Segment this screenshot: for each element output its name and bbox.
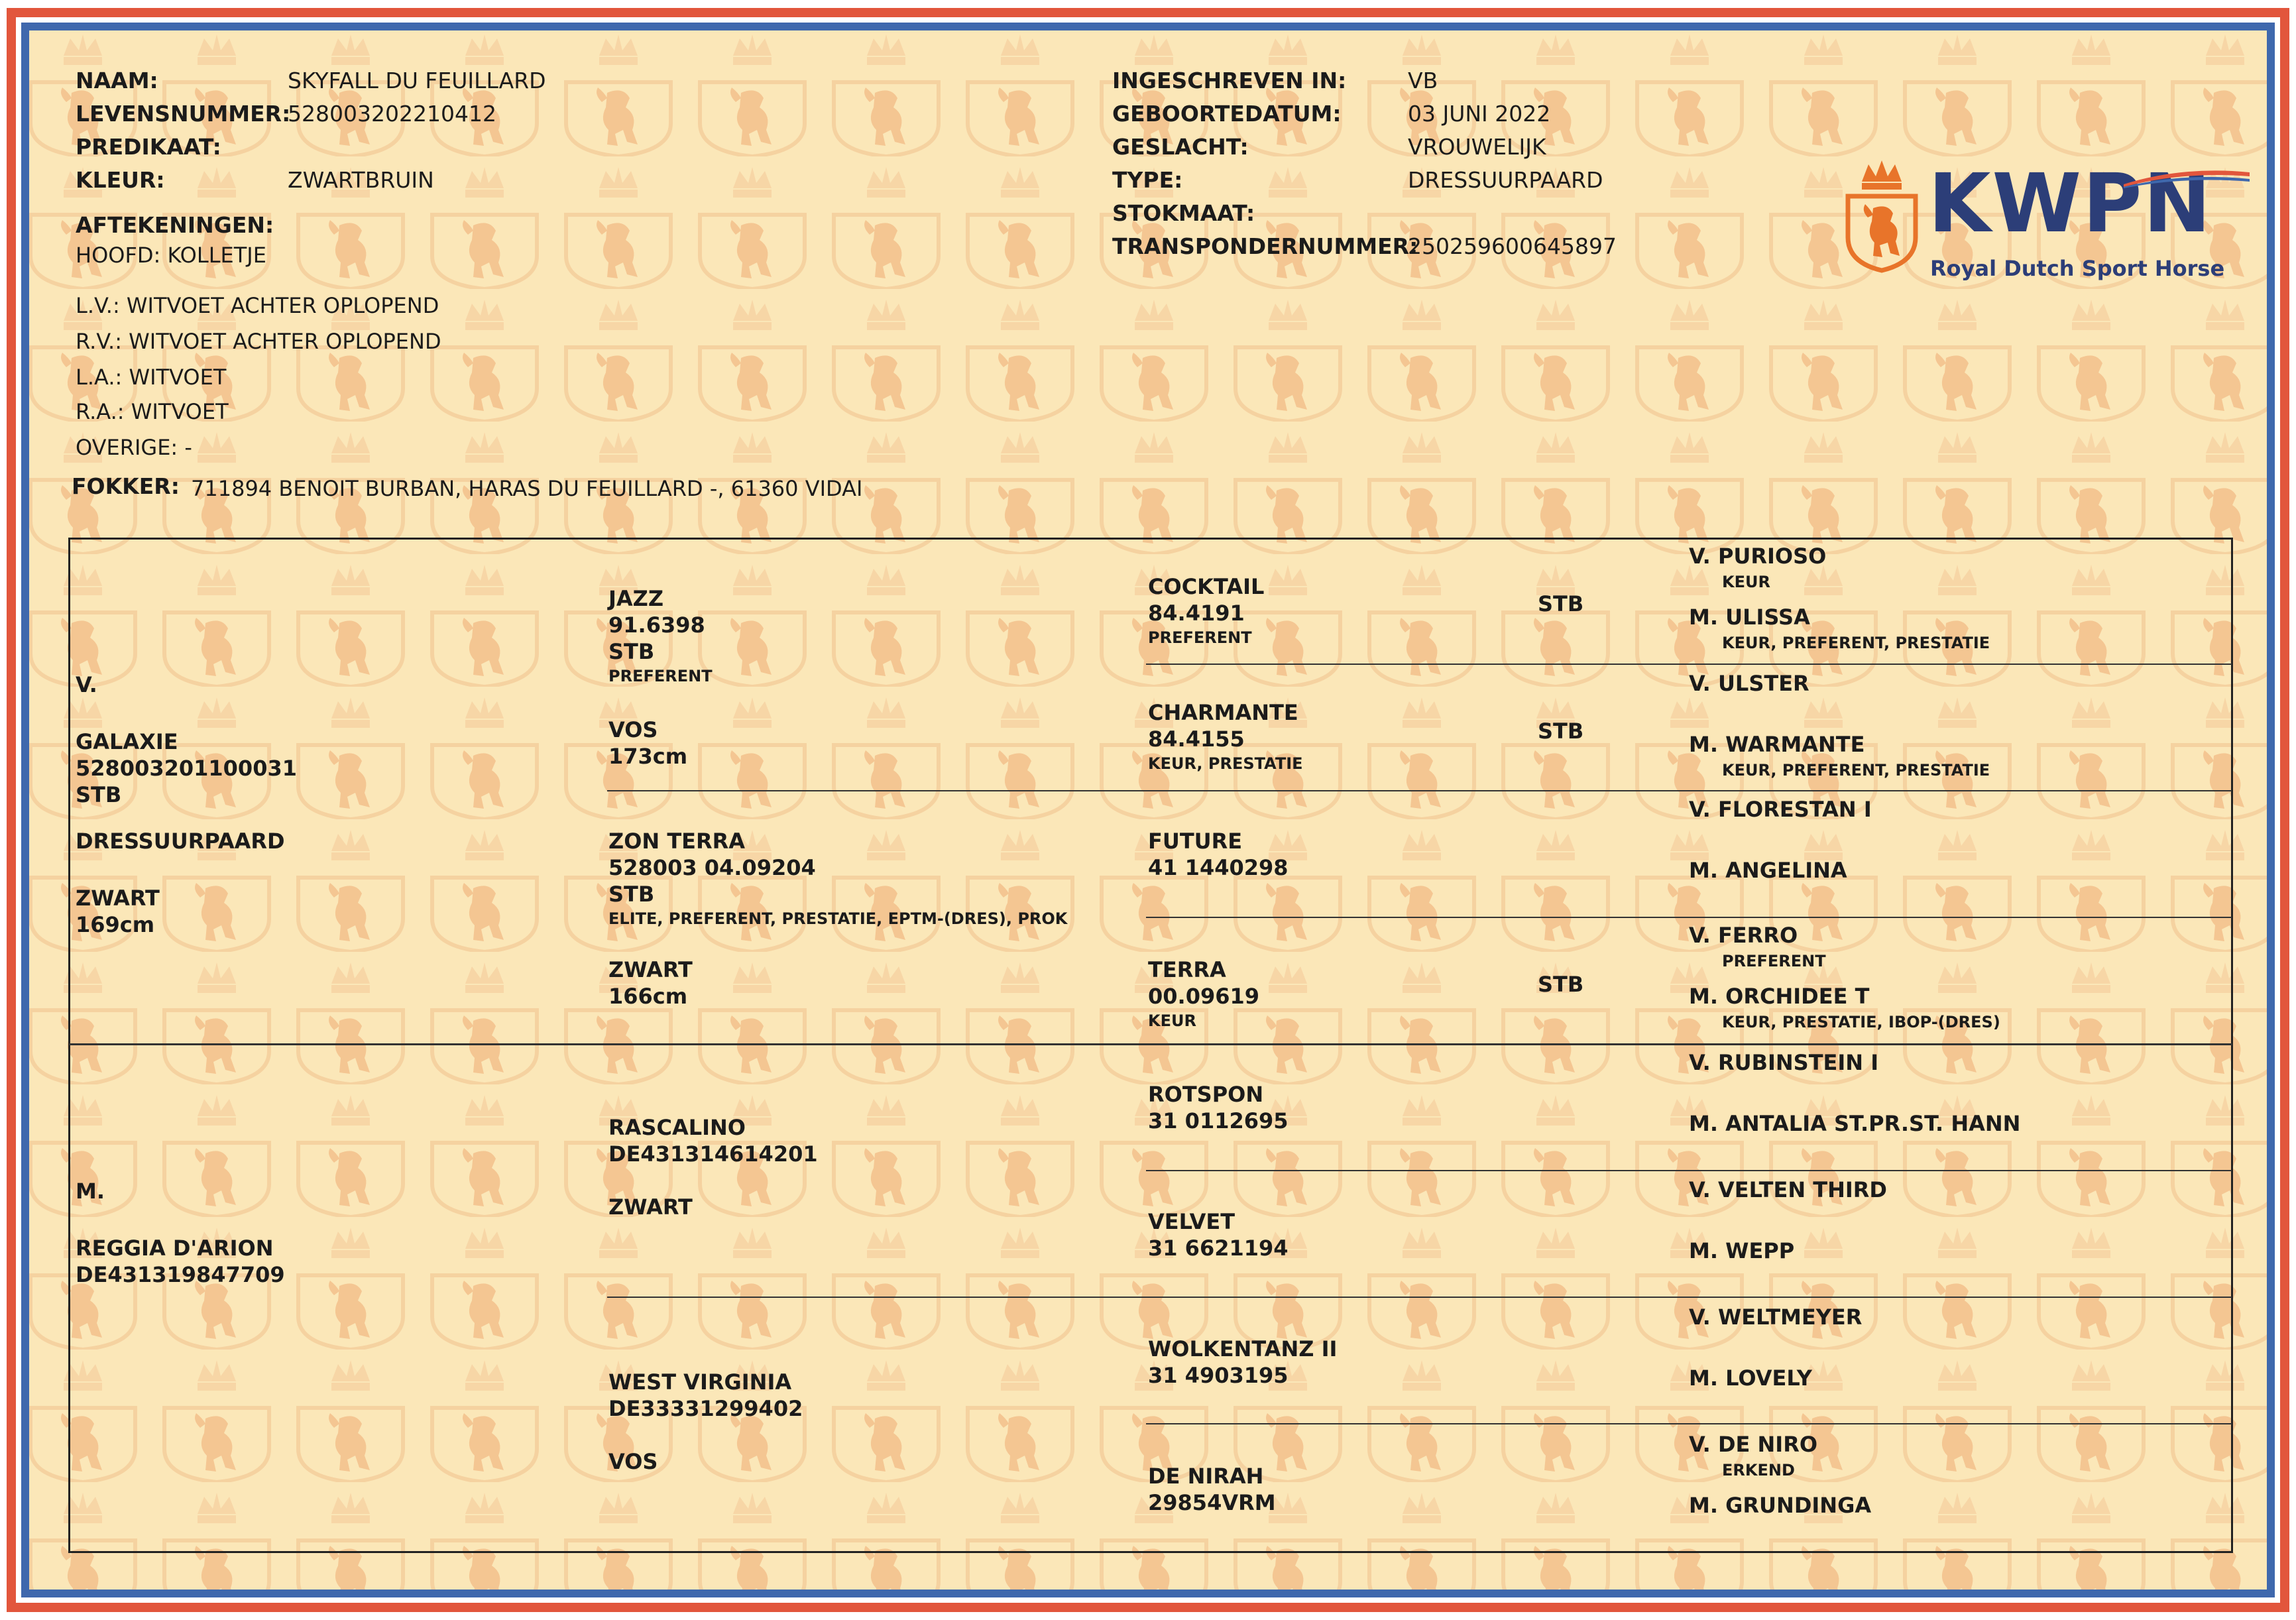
gen3-predicate: PREFERENT [1148,628,1252,647]
sire-book: STB [76,782,122,807]
row-divider [1146,1170,2232,1171]
dd-color: VOS [608,1449,658,1474]
certificate-paper [29,30,2267,1590]
gen4-dam-predicate: KEUR, PRESTATIE, IBOP-(DRES) [1722,1013,2000,1031]
gen3-number: 31 6621194 [1148,1236,1289,1261]
gen3-predicate: KEUR [1148,1012,1196,1030]
gen4-dam: M. ANTALIA ST.PR.ST. HANN [1689,1111,2021,1136]
marking-overige: OVERIGE: - [76,435,192,460]
gen4-sire-predicate: PREFERENT [1722,952,1826,970]
type-value: DRESSUURPAARD [1408,167,1603,193]
gen3-book: STB [1538,972,1584,997]
gen3-book: STB [1538,719,1584,744]
gen4-dam: M. WARMANTE [1689,732,1865,757]
naam-label: NAAM: [76,68,158,93]
sire-name: GALAXIE [76,729,178,754]
gen3-number: 31 4903195 [1148,1363,1289,1388]
sd-number: 528003 04.09204 [608,855,816,880]
geboortedatum-label: GEBOORTEDATUM: [1112,101,1342,127]
predikaat-label: PREDIKAAT: [76,134,221,160]
row-divider [1146,664,2232,665]
kwpn-logo [1839,156,2267,329]
gen4-sire: V. VELTEN THIRD [1689,1177,1887,1202]
naam-value: SKYFALL DU FEUILLARD [288,68,546,93]
transpondernummer-value: 250259600645897 [1408,233,1617,259]
gen4-dam-predicate: KEUR, PREFERENT, PRESTATIE [1722,634,1990,652]
gen3-name: CHARMANTE [1148,700,1298,725]
gen3-number: 29854VRM [1148,1490,1276,1515]
sire-prefix: V. [76,672,97,697]
ss-color: VOS [608,717,658,742]
row-divider [1146,917,2232,918]
row-divider [607,1297,2232,1298]
gen4-sire: V. FERRO [1689,923,1798,948]
sire-number: 528003201100031 [76,756,297,781]
ss-number: 91.6398 [608,612,705,638]
levensnummer-value: 528003202210412 [288,101,496,127]
geslacht-label: GESLACHT: [1112,134,1249,160]
dam-name: REGGIA D'ARION [76,1236,274,1261]
geslacht-value: VROUWELIJK [1408,134,1546,160]
ss-height: 173cm [608,744,688,769]
gen4-dam-predicate: KEUR, PREFERENT, PRESTATIE [1722,761,1990,780]
fokker-value: 711894 BENOIT BURBAN, HARAS DU FEUILLARD -, 61360 VIDAI [191,476,863,501]
ds-color: ZWART [608,1194,693,1220]
gen3-number: 84.4155 [1148,726,1245,752]
gen4-dam: M. LOVELY [1689,1365,1812,1391]
ingeschreven-value: VB [1408,68,1438,93]
gen4-dam: M. GRUNDINGA [1689,1493,1872,1518]
gen3-name: TERRA [1148,957,1226,982]
gen3-number: 00.09619 [1148,984,1260,1009]
gen3-name: WOLKENTANZ II [1148,1336,1338,1361]
geboortedatum-value: 03 JUNI 2022 [1408,101,1551,127]
levensnummer-label: LEVENSNUMMER: [76,101,291,127]
gen4-dam: M. ANGELINA [1689,858,1847,883]
sire-height: 169cm [76,912,155,937]
sire-color: ZWART [76,886,160,911]
sire-type: DRESSUURPAARD [76,829,285,854]
aftekeningen-label: AFTEKENINGEN: [76,212,274,238]
ds-number: DE431314614201 [608,1141,818,1167]
marking-lv: L.V.: WITVOET ACHTER OPLOPEND [76,293,439,318]
sd-color: ZWART [608,957,693,982]
gen3-name: ROTSPON [1148,1082,1264,1107]
kleur-value: ZWARTBRUIN [288,167,434,193]
gen3-number: 41 1440298 [1148,855,1289,880]
gen3-predicate: KEUR, PRESTATIE [1148,754,1303,773]
sd-predicate: ELITE, PREFERENT, PRESTATIE, EPTM-(DRES), PROK [608,909,1068,928]
gen4-sire: V. FLORESTAN I [1689,797,1872,822]
sd-book: STB [608,882,655,907]
kwpn-lion-crest-icon [1839,156,1925,276]
gen4-sire: V. ULSTER [1689,671,1809,696]
gen3-number: 31 0112695 [1148,1108,1289,1133]
gen4-sire: V. DE NIRO [1689,1432,1818,1457]
gen3-number: 84.4191 [1148,601,1245,626]
gen3-name: VELVET [1148,1209,1235,1234]
ss-predicate: PREFERENT [608,667,713,685]
kwpn-subtitle: Royal Dutch Sport Horse [1930,256,2225,281]
gen4-sire-predicate: KEUR [1722,573,1770,591]
marking-hoofd: HOOFD: KOLLETJE [76,243,266,268]
gen4-sire: V. PURIOSO [1689,544,1827,569]
gen4-dam: M. ORCHIDEE T [1689,984,1870,1009]
gen4-sire-predicate: ERKEND [1722,1461,1795,1479]
ds-name: RASCALINO [608,1115,746,1140]
marking-ra: R.A.: WITVOET [76,399,229,424]
fokker-label: FOKKER: [72,473,180,499]
kleur-label: KLEUR: [76,167,165,193]
kwpn-wordmark: KWPN [1928,156,2212,251]
marking-rv: R.V.: WITVOET ACHTER OPLOPEND [76,329,441,354]
row-divider [1146,1423,2232,1424]
gen4-dam: M. ULISSA [1689,605,1810,630]
pedigree-table [68,538,2233,1553]
transpondernummer-label: TRANSPONDERNUMMER: [1112,233,1418,259]
gen4-sire: V. RUBINSTEIN I [1689,1050,1879,1075]
type-label: TYPE: [1112,167,1183,193]
dam-prefix: M. [76,1179,105,1204]
parents-divider [69,1043,2232,1045]
gen4-sire: V. WELTMEYER [1689,1304,1863,1330]
gen3-book: STB [1538,591,1584,616]
ingeschreven-label: INGESCHREVEN IN: [1112,68,1347,93]
sd-height: 166cm [608,984,688,1009]
dutch-flag-swoosh-icon [2124,168,2250,188]
ss-name: JAZZ [608,586,664,611]
gen4-dam: M. WEPP [1689,1238,1795,1263]
row-divider [607,790,2232,791]
gen3-name: DE NIRAH [1148,1464,1264,1489]
ss-book: STB [608,639,655,664]
dd-name: WEST VIRGINIA [608,1369,792,1395]
stokmaat-label: STOKMAAT: [1112,200,1255,226]
marking-la: L.A.: WITVOET [76,365,227,390]
sd-name: ZON TERRA [608,829,746,854]
dam-number: DE431319847709 [76,1262,285,1287]
dd-number: DE33331299402 [608,1396,803,1421]
gen3-name: FUTURE [1148,829,1243,854]
gen3-name: COCKTAIL [1148,574,1265,599]
